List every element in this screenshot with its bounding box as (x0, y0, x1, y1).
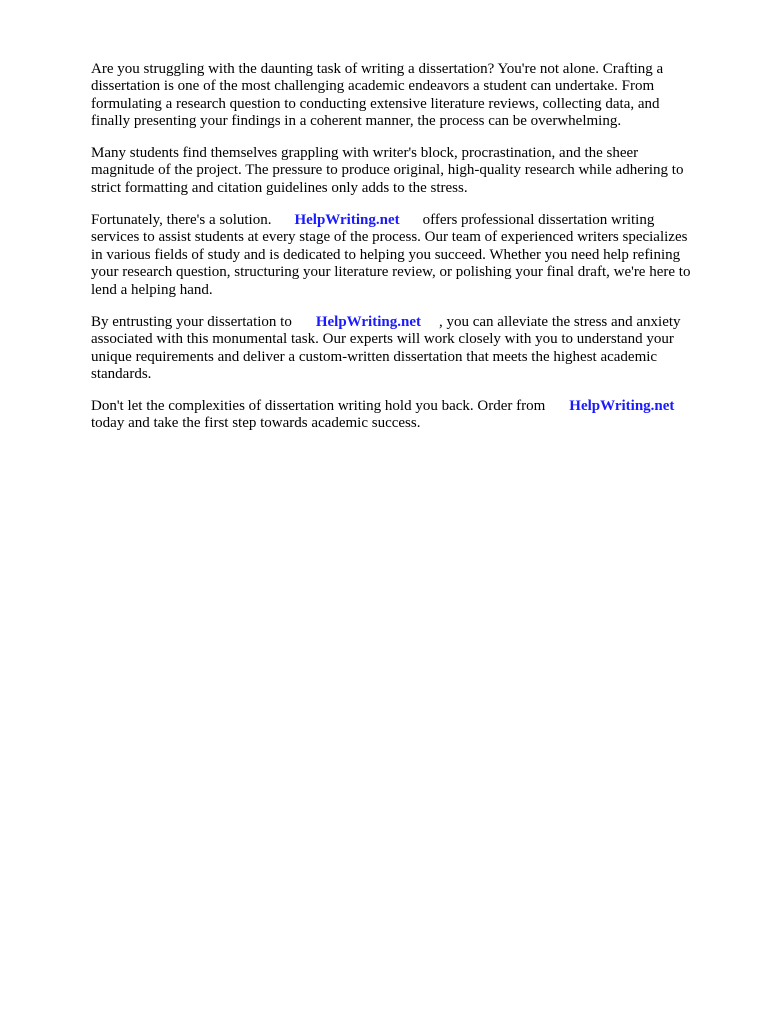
text-line: strict formatting and citation guidelines only adds to the stress. (91, 179, 468, 196)
text-line: standards. (91, 366, 152, 383)
paragraph-solution (91, 212, 690, 299)
text-segment: , you can alleviate the stress and anxiety (438, 314, 681, 330)
paragraph-entrusting (91, 314, 681, 384)
text-line: today and take the first step towards academic success. (91, 415, 421, 432)
text-line: finally presenting your findings in a coherent manner, the process can be overwhelming. (91, 113, 622, 130)
helpwriting-link[interactable]: HelpWriting.net (315, 314, 421, 330)
text-line: your research question, structuring your literature review, or polishing your final draft, we're here to (91, 264, 691, 281)
text-segment: Don't let the complexities of dissertation writing hold you back. Order from (91, 398, 546, 414)
text-line: unique requirements and deliver a custom-written dissertation that meets the highest academic (91, 348, 658, 365)
paragraph-challenges (91, 145, 683, 197)
text-line (91, 314, 681, 331)
text-line: services to assist students at every stage of the process. Our team of experienced writers specializes (91, 229, 688, 246)
text-line: formulating a research question to conducting extensive literature reviews, collecting data, and (91, 95, 660, 112)
helpwriting-link[interactable]: HelpWriting.net (569, 398, 675, 414)
text-line: in various fields of study and is dedicated to helping you succeed. Whether you need help refining (91, 246, 681, 263)
text-line: Are you struggling with the daunting task of writing a dissertation? You're not alone. Crafting a (91, 61, 664, 77)
text-line (91, 398, 674, 415)
text-line (91, 212, 690, 229)
paragraph-intro (91, 61, 663, 131)
text-line: magnitude of the project. The pressure to produce original, high-quality research while adhering to (91, 162, 684, 179)
text-line: associated with this monumental task. Our experts will work closely with you to understand your (91, 331, 674, 348)
text-line: dissertation is one of the most challenging academic endeavors a student can undertake. From (91, 78, 655, 95)
paragraph-call-to-action (91, 398, 674, 433)
text-line: Many students find themselves grappling with writer's block, procrastination, and the sheer (91, 145, 639, 161)
text-segment: By entrusting your dissertation to (91, 314, 292, 330)
text-segment: Fortunately, there's a solution. (91, 212, 272, 228)
helpwriting-link[interactable]: HelpWriting.net (294, 212, 400, 228)
text-segment: offers professional dissertation writing (422, 212, 655, 228)
text-line: lend a helping hand. (91, 281, 213, 298)
